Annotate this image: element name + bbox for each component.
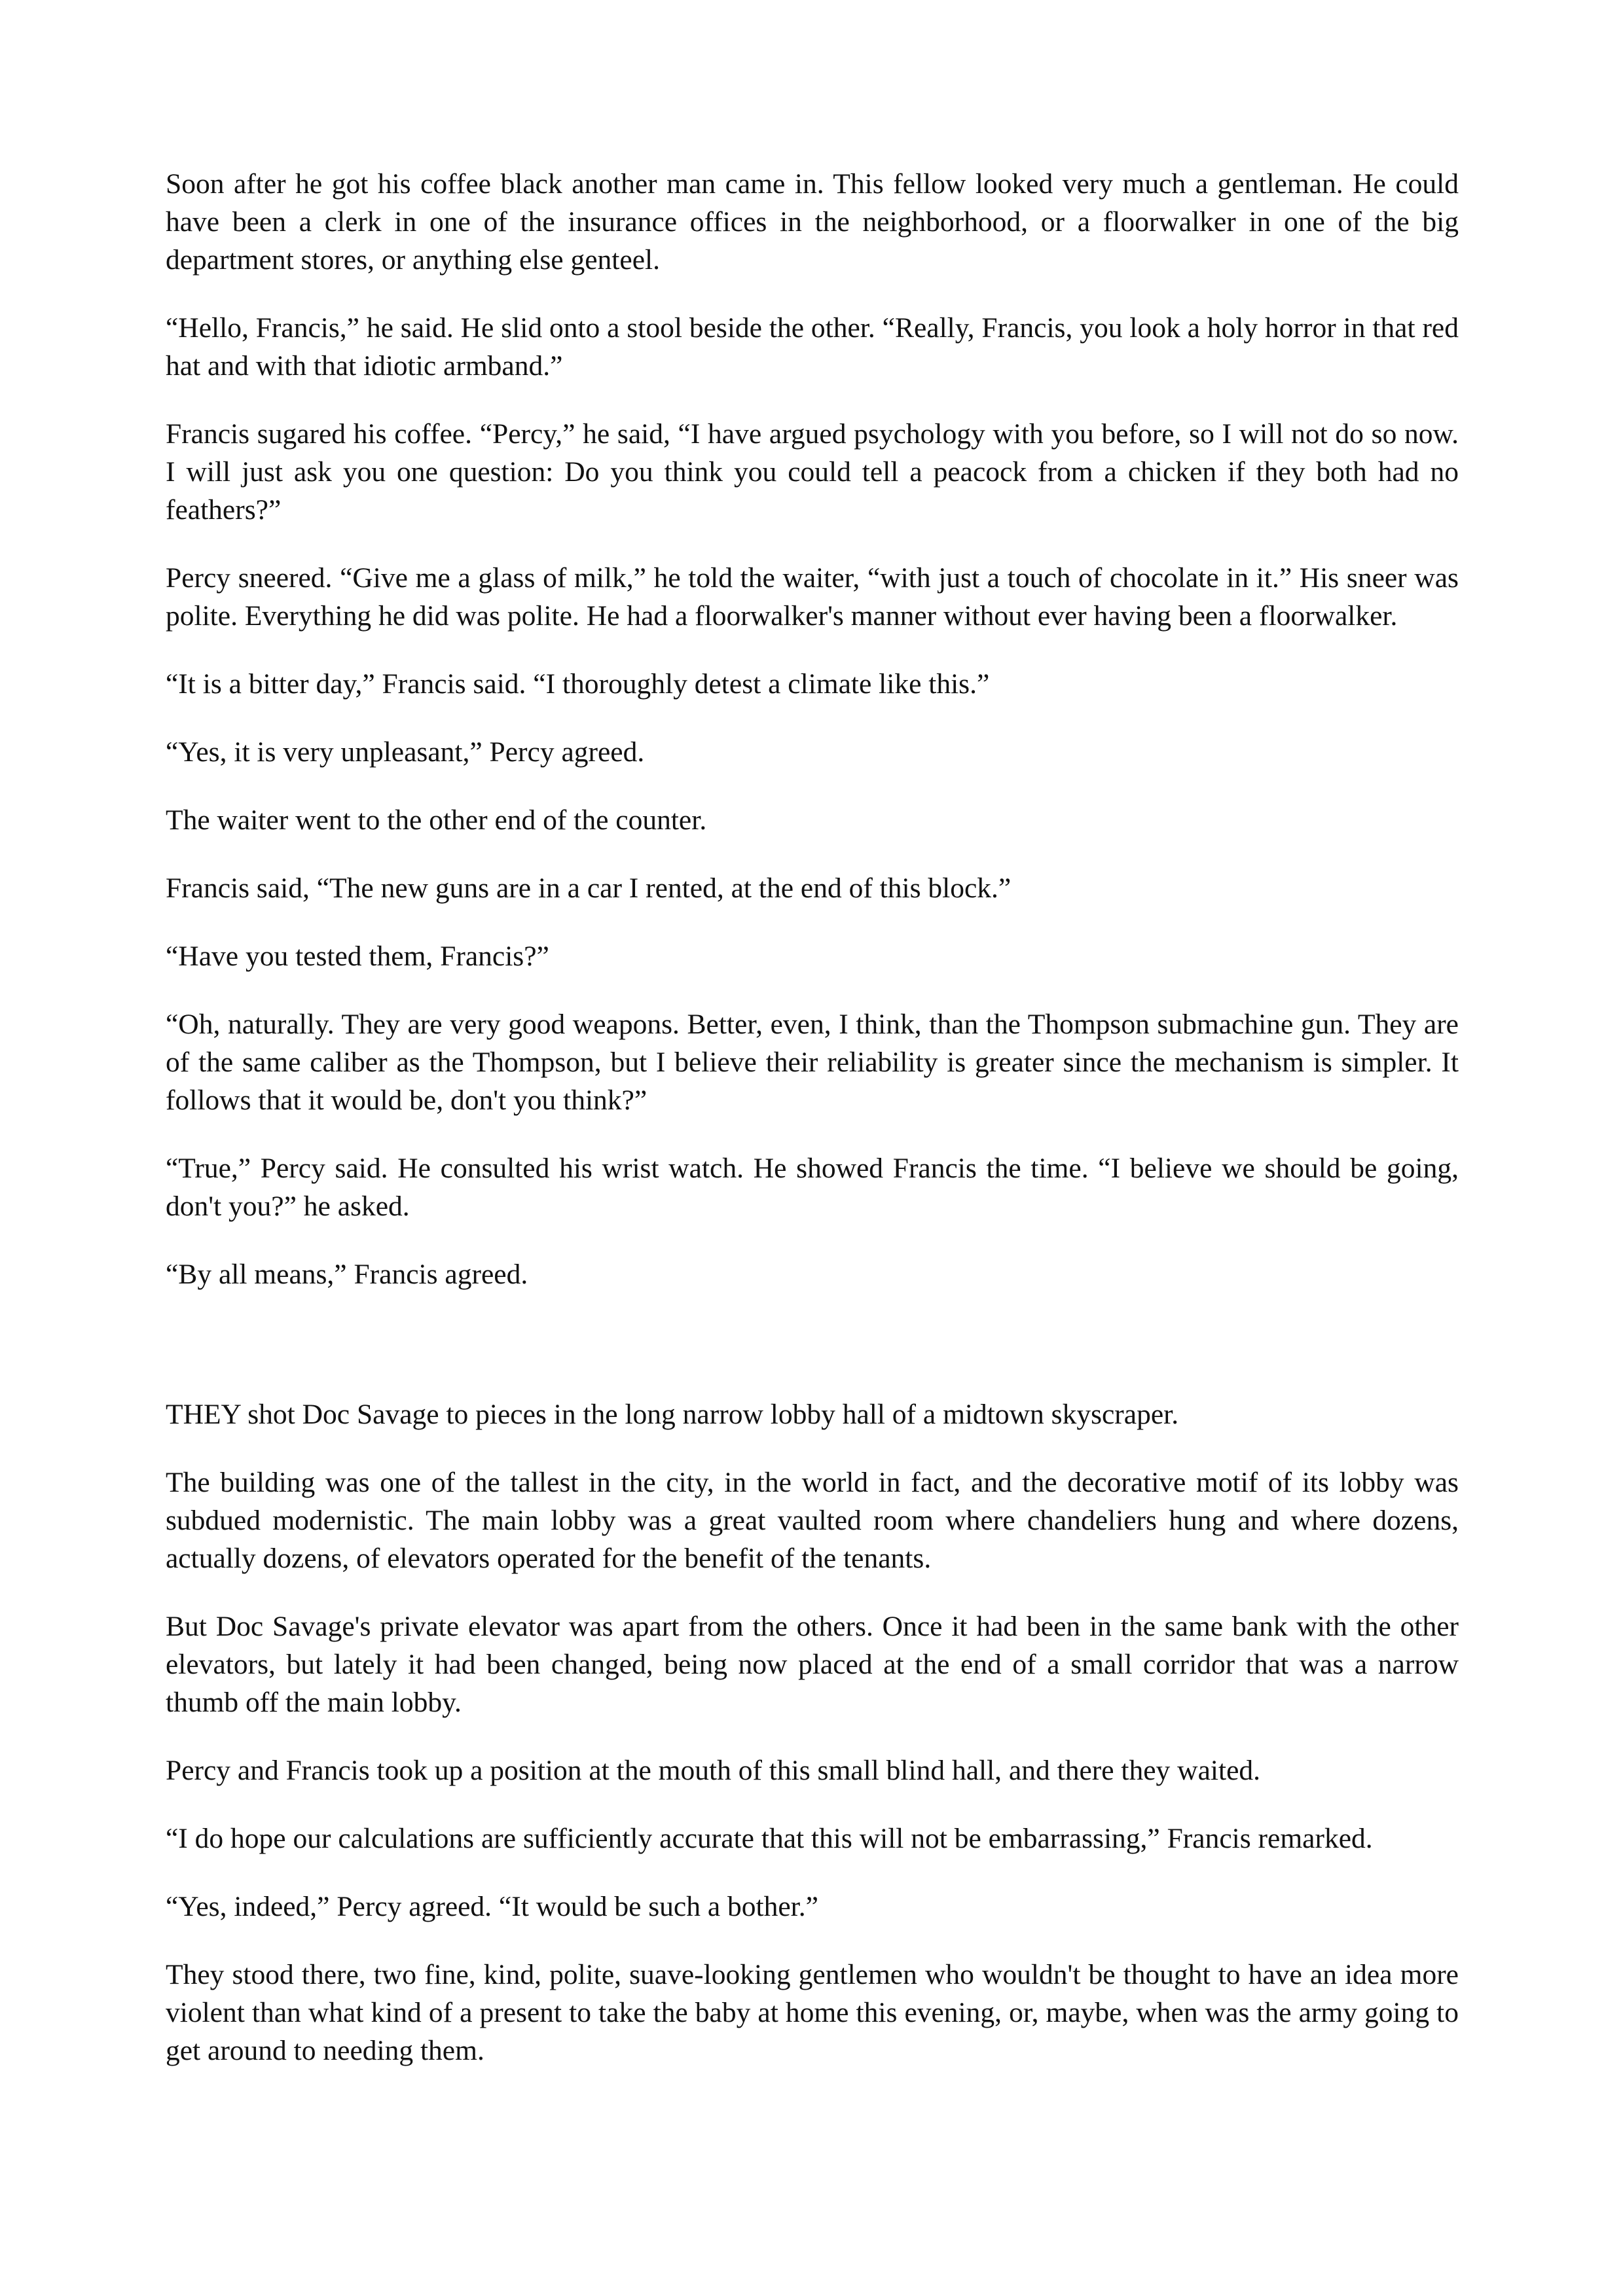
paragraph: Percy and Francis took up a position at the mouth of this small blind hall, and there they waited.	[166, 1755, 1261, 1786]
document-page	[166, 165, 1459, 2100]
paragraph: “Yes, it is very unpleasant,” Percy agreed.	[166, 736, 645, 768]
paragraph: Percy sneered. “Give me a glass of milk,” he told the waiter, “with just a touch of chocolate in it.” His sneer was polite. Everything he did was polite. He had a floorwalker's manner without ever having been a floorwalker.	[166, 562, 1459, 632]
paragraph: They stood there, two fine, kind, polite, suave-looking gentlemen who wouldn't be thought to have an idea more violent than what kind of a present to take the baby at home this evening, or, maybe, when was the army going to get around to needing them.	[166, 1959, 1459, 2066]
paragraph: Francis sugared his coffee. “Percy,” he said, “I have argued psychology with you before, so I will not do so now. I will just ask you one question: Do you think you could tell a peacock from a chicken if they both had no feathers?”	[166, 418, 1459, 526]
paragraph: “Yes, indeed,” Percy agreed. “It would be such a bother.”	[166, 1891, 818, 1922]
paragraph: “True,” Percy said. He consulted his wrist watch. He showed Francis the time. “I believe we should be going, don't you?” he asked.	[166, 1153, 1459, 1222]
paragraph: But Doc Savage's private elevator was apart from the others. Once it had been in the same bank with the other elevators, but lately it had been changed, being now placed at the end of a small corridor that was a narrow thumb off the main lobby.	[166, 1611, 1459, 1718]
paragraph: “By all means,” Francis agreed.	[166, 1259, 528, 1290]
paragraph: Soon after he got his coffee black another man came in. This fellow looked very much a gentleman. He could have been a clerk in one of the insurance offices in the neighborhood, or a floorwalker in one of the big department stores, or anything else genteel.	[166, 168, 1459, 276]
paragraph: The waiter went to the other end of the counter.	[166, 804, 707, 836]
paragraph: The building was one of the tallest in the city, in the world in fact, and the decorative motif of its lobby was subdued modernistic. The main lobby was a great vaulted room where chandeliers hung and where dozens, actually dozens, of elevators operated for the benefit of the tenants.	[166, 1467, 1459, 1574]
paragraph: “Hello, Francis,” he said. He slid onto a stool beside the other. “Really, Francis, you look a holy horror in that red hat and with that idiotic armband.”	[166, 312, 1459, 382]
paragraph: “Oh, naturally. They are very good weapons. Better, even, I think, than the Thompson submachine gun. They are of the same caliber as the Thompson, but I believe their reliability is greater since the mechanism is simpler. It follows that it would be, don't you think?”	[166, 1009, 1459, 1116]
section-opening-paragraph: THEY shot Doc Savage to pieces in the long narrow lobby hall of a midtown skyscraper.	[166, 1399, 1179, 1430]
paragraph: “Have you tested them, Francis?”	[166, 941, 549, 972]
paragraph: “It is a bitter day,” Francis said. “I thoroughly detest a climate like this.”	[166, 668, 990, 700]
paragraph: “I do hope our calculations are sufficiently accurate that this will not be embarrassing,” Francis remarked.	[166, 1823, 1373, 1854]
paragraph: Francis said, “The new guns are in a car I rented, at the end of this block.”	[166, 872, 1012, 904]
